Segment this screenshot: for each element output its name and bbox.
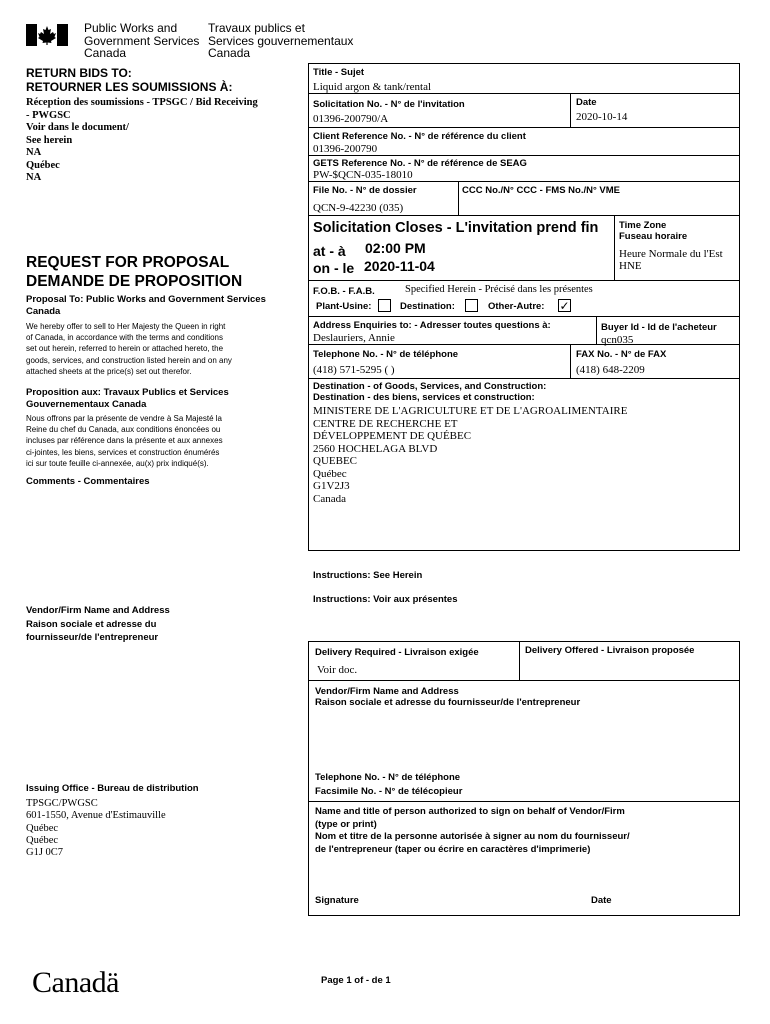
client-reference-value: 01396-200790 bbox=[313, 143, 378, 155]
address-enquiries-label: Address Enquiries to: - Adresser toutes questions à: bbox=[313, 320, 551, 331]
time-zone-label: Time Zone Fuseau horaire bbox=[619, 220, 688, 242]
gets-reference-label: GETS Reference No. - N° de référence de SEAG bbox=[313, 158, 527, 169]
vendor-fax-label: Facsimile No. - N° de télécopieur bbox=[315, 786, 463, 797]
buyer-id-label: Buyer Id - Id de l'acheteur bbox=[601, 322, 717, 333]
plant-label: Plant-Usine: bbox=[316, 301, 372, 312]
authorized-person-label: Name and title of person authorized to sign on behalf of Vendor/Firm (type or print) Nom et titre de la personne autorisée à signer au nom du fournisseur/ de l'entrepreneur (taper ou écrire en caractères d'imprimerie) bbox=[315, 806, 630, 855]
department-name-en: Public Works and Government Services Canada bbox=[84, 21, 200, 60]
comments-label: Comments - Commentaires bbox=[26, 476, 150, 487]
file-no-label: File No. - N° de dossier bbox=[313, 185, 417, 196]
delivery-offered-field[interactable] bbox=[521, 659, 737, 678]
destination-checkbox[interactable] bbox=[465, 299, 478, 312]
instructions-en: Instructions: See Herein bbox=[313, 570, 423, 581]
fax-label: FAX No. - N° de FAX bbox=[576, 349, 667, 360]
fob-label: F.O.B. - F.A.B. bbox=[313, 286, 375, 297]
proposition-text: Nous offrons par la présente de vendre à Sa Majesté la Reine du chef du Canada, aux conditions énoncées ou incluses par référence dans la présente et aux annexes ci-jointes, les biens, services et construction énumérés ici sur toute feuille ci-annexée, au(x) prix indiqué(s). bbox=[26, 414, 223, 468]
destination-of-goods-label: Destination - of Goods, Services, and Construction: Destination - des biens, services et construction: bbox=[313, 381, 547, 403]
canada-flag-icon bbox=[26, 24, 68, 46]
return-bids-address: Réception des soumissions - TPSGC / Bid Receiving - PWGSC Voir dans le document/ See herein NA Québec NA bbox=[26, 97, 258, 183]
solicitation-no-value: 01396-200790/A bbox=[313, 113, 389, 125]
buyer-id-value: qcn035 bbox=[601, 334, 634, 346]
rfp-title: REQUEST FOR PROPOSAL DEMANDE DE PROPOSITION bbox=[26, 254, 243, 290]
canada-wordmark: Canadä bbox=[32, 966, 119, 999]
page-number: Page 1 of - de 1 bbox=[321, 975, 391, 986]
gets-reference-value: PW-$QCN-035-18010 bbox=[313, 169, 413, 181]
closing-time-value: 02:00 PM bbox=[365, 240, 426, 256]
check-mark-icon: ✓ bbox=[559, 299, 570, 313]
authorized-person-field[interactable] bbox=[312, 860, 736, 892]
delivery-required-value: Voir doc. bbox=[317, 664, 358, 676]
closing-date-value: 2020-11-04 bbox=[364, 258, 435, 274]
other-label: Other-Autre: bbox=[488, 301, 545, 312]
signature-label: Signature bbox=[315, 895, 359, 906]
fax-value: (418) 648-2209 bbox=[576, 364, 645, 376]
issuing-office-address: TPSGC/PWGSC 601-1550, Avenue d'Estimauville Québec Québec G1J 0C7 bbox=[26, 798, 166, 859]
date-value: 2020-10-14 bbox=[576, 111, 628, 123]
vendor-name-address-label: Vendor/Firm Name and Address Raison sociale et adresse du fournisseur/de l'entrepreneur bbox=[315, 686, 581, 708]
department-name-fr: Travaux publics et Services gouvernementaux Canada bbox=[208, 21, 354, 60]
closing-on-label: on - le bbox=[313, 260, 355, 276]
instructions-fr: Instructions: Voir aux présentes bbox=[313, 594, 458, 605]
file-no-value: QCN-9-42230 (035) bbox=[313, 202, 404, 214]
return-bids-title: RETURN BIDS TO: RETOURNER LES SOUMISSIONS À: bbox=[26, 66, 233, 94]
vendor-phone-label: Telephone No. - N° de téléphone bbox=[315, 772, 461, 783]
telephone-label: Telephone No. - N° de téléphone bbox=[313, 349, 459, 360]
issuing-office-label: Issuing Office - Bureau de distribution bbox=[26, 783, 199, 794]
solicitation-closes-label: Solicitation Closes - L'invitation prend fin bbox=[313, 220, 599, 236]
telephone-value: (418) 571-5295 ( ) bbox=[313, 364, 395, 376]
proposition-heading: Proposition aux: Travaux Publics et Services Gouvernementaux Canada bbox=[26, 387, 229, 410]
closing-at-label: at - à bbox=[313, 243, 346, 259]
title-value: Liquid argon & tank/rental bbox=[313, 81, 432, 93]
client-reference-label: Client Reference No. - N° de référence du client bbox=[313, 131, 526, 142]
delivery-offered-label: Delivery Offered - Livraison proposée bbox=[525, 645, 695, 656]
proposal-to-text: We hereby offer to sell to Her Majesty the Queen in right of Canada, in accordance with the terms and conditions set out herein, referred to herein or attached hereto, the goods, services, and construction listed herein and on any attached sheets at the price(s) set out therefor. bbox=[26, 322, 232, 376]
other-checkbox[interactable] bbox=[558, 299, 571, 312]
delivery-required-label: Delivery Required - Livraison exigée bbox=[315, 647, 479, 658]
date-label: Date bbox=[576, 97, 597, 108]
signature-date-label: Date bbox=[591, 895, 612, 906]
proposal-to-heading: Proposal To: Public Works and Government Services Canada bbox=[26, 294, 266, 317]
plant-checkbox[interactable] bbox=[378, 299, 391, 312]
time-zone-value: Heure Normale du l'Est HNE bbox=[619, 248, 723, 272]
address-enquiries-value: Deslauriers, Annie bbox=[313, 332, 395, 344]
destination-label: Destination: bbox=[400, 301, 455, 312]
fob-value: Specified Herein - Précisé dans les présentes bbox=[405, 284, 593, 295]
vendor-name-address-field[interactable] bbox=[312, 712, 736, 768]
title-label: Title - Sujet bbox=[313, 67, 365, 78]
ccc-no-label: CCC No./N° CCC - FMS No./N° VME bbox=[462, 185, 621, 196]
solicitation-no-label: Solicitation No. - N° de l'invitation bbox=[313, 99, 465, 110]
destination-address: MINISTERE DE L'AGRICULTURE ET DE L'AGROALIMENTAIRE CENTRE DE RECHERCHE ET DÉVELOPPEMENT DE QUÉBEC 2560 HOCHELAGA BLVD QUEBEC Québec G1V2J3 Canada bbox=[313, 405, 628, 505]
vendor-firm-label-left: Vendor/Firm Name and Address Raison sociale et adresse du fournisseur/de l'entrepreneur bbox=[26, 605, 170, 643]
